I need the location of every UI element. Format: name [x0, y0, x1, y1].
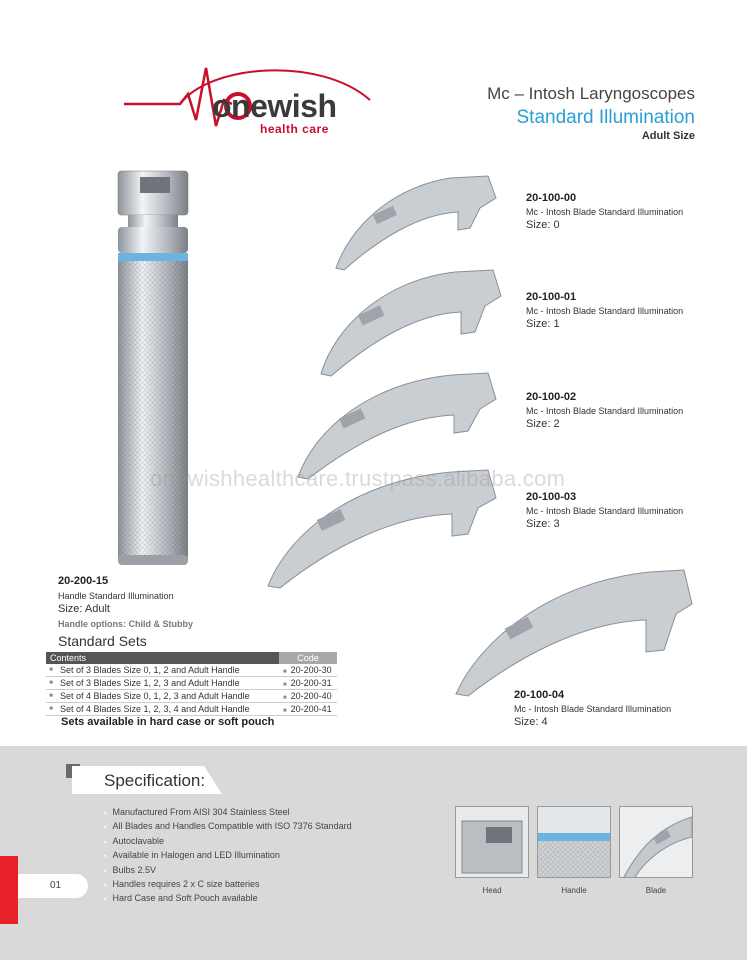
- blade-name: Mc - Intosh Blade Standard Illumination: [526, 206, 684, 217]
- blade-thumbnail: [619, 806, 693, 878]
- red-accent-bar: [0, 856, 18, 924]
- list-item: ▪ Handles requires 2 x C size batteries: [104, 878, 352, 892]
- bullet-icon: ■: [46, 703, 56, 716]
- bullet-icon: ■: [46, 664, 56, 677]
- set-code: ■ 20-200-30: [279, 664, 337, 677]
- handle-options: Handle options: Child & Stubby: [58, 619, 193, 629]
- set-contents: Set of 3 Blades Size 0, 1, 2 and Adult Handle: [56, 664, 279, 677]
- blade-name: Mc - Intosh Blade Standard Illumination: [514, 703, 672, 714]
- set-code: ■ 20-200-31: [279, 677, 337, 690]
- list-item: ▪ Manufactured From AISI 304 Stainless Steel: [104, 806, 352, 820]
- blade-code: 20-100-02: [526, 391, 577, 403]
- list-item: ▪ Bulbs 2.5V: [104, 864, 352, 878]
- blade-label-3: [526, 490, 683, 532]
- list-item: ▪ Hard Case and Soft Pouch available: [104, 892, 352, 906]
- blade-name: Mc - Intosh Blade Standard Illumination: [526, 305, 684, 316]
- blade-code: 20-100-03: [526, 491, 577, 503]
- head-thumbnail: [455, 806, 529, 878]
- blade-label-4: [514, 688, 671, 730]
- brand-logo: [120, 60, 380, 140]
- spec-list: [104, 806, 352, 907]
- handle-image: [100, 165, 210, 575]
- list-item: ▪ Available in Halogen and LED Illumination: [104, 849, 352, 863]
- page-title: Mc – Intosh Laryngoscopes: [487, 84, 695, 103]
- set-contents: Set of 4 Blades Size 0, 1, 2, 3 and Adult Handle: [56, 690, 279, 703]
- blade-image-1: [315, 262, 515, 382]
- blade-image-4: [450, 560, 705, 700]
- blade-size: Size: 0: [526, 218, 560, 231]
- table-row: [46, 664, 337, 677]
- thumbnail-caption: Head: [482, 886, 502, 895]
- table-header-row: [46, 652, 337, 664]
- thumbnail-caption: Blade: [645, 886, 667, 895]
- handle-code: 20-200-15: [58, 575, 109, 587]
- brand-subtitle: health care: [260, 122, 329, 136]
- set-contents: Set of 3 Blades Size 1, 2, 3 and Adult Handle: [56, 677, 279, 690]
- blade-label-0: [526, 191, 683, 233]
- table-row: [46, 690, 337, 703]
- blade-size: Size: 2: [526, 417, 560, 430]
- table-row: [46, 703, 337, 716]
- handle-thumbnail: [537, 806, 611, 878]
- blade-size: Size: 3: [526, 517, 560, 530]
- sets-title: Standard Sets: [58, 633, 147, 649]
- brand-name: onewish: [212, 88, 337, 124]
- set-code: ■ 20-200-40: [279, 690, 337, 703]
- code-header: Code: [279, 652, 337, 664]
- handle-size: Size: Adult: [58, 603, 110, 615]
- size-note: Adult Size: [641, 130, 695, 142]
- sets-table: [46, 652, 337, 716]
- blade-label-2: [526, 390, 683, 432]
- blade-code: 20-100-00: [526, 192, 577, 204]
- contents-header: Contents: [46, 652, 279, 664]
- set-contents: Set of 4 Blades Size 1, 2, 3, 4 and Adult Handle: [56, 703, 279, 716]
- blade-code: 20-100-01: [526, 291, 577, 303]
- table-row: [46, 677, 337, 690]
- sets-note: Sets available in hard case or soft pouch: [61, 716, 275, 728]
- handle-name: Handle Standard Illumination: [58, 591, 174, 601]
- page-number: 01: [50, 880, 62, 891]
- blade-name: Mc - Intosh Blade Standard Illumination: [526, 505, 684, 516]
- thumbnail-caption: Handle: [561, 886, 587, 895]
- blade-code: 20-100-04: [514, 689, 565, 701]
- blade-size: Size: 1: [526, 317, 560, 330]
- set-code: ■ 20-200-41: [279, 703, 337, 716]
- spec-title: Specification:: [104, 771, 206, 790]
- blade-size: Size: 4: [514, 715, 548, 728]
- list-item: ▪ Autoclavable: [104, 835, 352, 849]
- blade-name: Mc - Intosh Blade Standard Illumination: [526, 405, 684, 416]
- blade-label-1: [526, 290, 683, 332]
- list-item: ▪ All Blades and Handles Compatible with ISO 7376 Standard: [104, 820, 352, 834]
- watermark: onewishhealthcare.trustpass.alibaba.com: [150, 466, 566, 491]
- bullet-icon: ■: [46, 677, 56, 690]
- bullet-icon: ■: [46, 690, 56, 703]
- page-subtitle: Standard Illumination: [516, 107, 695, 128]
